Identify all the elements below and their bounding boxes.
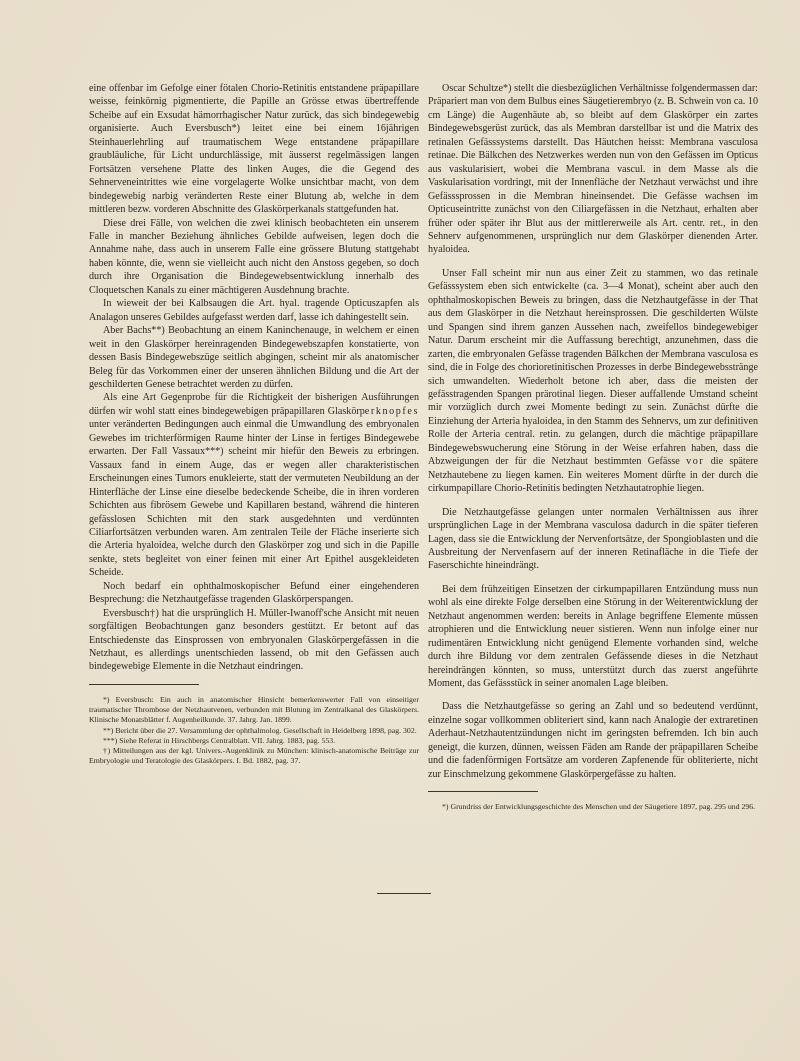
footnotes <box>89 695 419 766</box>
footnote-rule <box>89 684 199 685</box>
paragraph: Noch bedarf ein ophthalmoskopischer Befund einer eingehenderen Besprechung: die Netzhautgefässe tragenden Glaskörperspangen. <box>89 580 419 606</box>
paragraph: Diese drei Fälle, von welchen die zwei klinisch beobachteten ein unserem Falle in mancher Beziehung ähnliches Gebilde aufweisen, legen doch die Annahme nahe, dass auch in unserem Falle eine grössere Blutung stattgehabt haben könnte, die, wenn sie vielleicht auch nicht den Anstoss gegeben, so doch durch ihre Organisation die Bindegewebsentwicklung innerhalb des Cloquetschen Kanals zu einer mächtigeren Ausdehnung brachte. <box>89 217 419 296</box>
text-run: unter veränderten Bedingungen auch einmal die Umwandlung des embryonalen Gewebes im trichterförmigen Raume hinter der Linse in fertiges Bindegewebe erwarten. Der Fall Vassaux***) scheint mir hiefür den Beweis zu erbringen. Vassaux fand in einem Auge, das er wegen aller charakteristischen Erscheinungen eines Tumors enukleierte, statt der vermuteten Neubildung an der Hinterfläche der Linse eine dieselbe bedeckende Scheibe, die in ihren vorderen Schichten aus fibrösem Gewebe und Kapillaren bestand, während die hinteren gefässlosen Schichten mit den stark ausgedehnten und verdünnten Ciliarfortsätzen verbunden waren. Am zentralen Teile der Fläche inserierte sich die Arteria hyaloidea, welche durch den Glaskörper zog und sich in die Papille senkte, stets begleitet von einer feinen mit einer Art Epithel ausgekleideten Scheide. <box>89 419 419 579</box>
right-column <box>428 82 758 812</box>
paragraph: Dass die Netzhautgefässe so gering an Zahl und so bedeutend verdünnt, einzelne sogar vollkommen obliteriert sind, kann nach Analogie der extraretinen Aderhaut-Netzhautentzündungen nicht im geringsten befremden. Ich bin auch geneigt, die kurzen, dünnen, weissen Fäden am Rande der präpapillaren Scheibe und die fadenförmigen Fortsätze am vorderen Zapfenende für obliterierte, nicht zur Einschmelzung gekommene Glaskörpergefässe zu halten. <box>428 701 758 780</box>
paragraph <box>428 267 758 496</box>
left-column <box>89 82 419 766</box>
emphasized-text: erknopfes <box>364 405 419 417</box>
paragraph: Aber Bachs**) Beobachtung an einem Kaninchenauge, in welchem er einen weit in den Glaskörper hereinragenden Bindegewebszapfen konstatierte, von dessen Basis Bindegewebszüge seitlich abgingen, scheint mir als anatomischer Beleg für das Vorkommen einer der unseren ähnlichen Bildung und die Art der geschilderten Genese betrachtet werden zu dürfen. <box>89 325 419 390</box>
footnote: ***) Siehe Referat in Hirschbergs Centralblatt. VII. Jahrg. 1883, pag. 553. <box>103 735 336 745</box>
text-run: Als eine Art Gegenprobe für die Richtigkeit der bisherigen Ausführungen dürfen wir wohl statt eines bindegewebigen präpapillaren Glaskörp <box>89 392 419 417</box>
text-run: Unser Fall scheint mir nun aus einer Zeit zu stammen, wo das retinale Gefässsystem eben sich entwickelte (ca. 3—4 Monat), scheint aber auch den ophthalmoskopischen Beweis zu bringen, dass die Netzhautgefässe in der That aus dem Glaskörper in die Netzhaut hereinsprossen. Die geschilderten Wülste und Spangen sind ihrem ganzen Aussehen nach, zweifellos bindegewebiger Natur. Darum erscheint mir die Auffassung berechtigt, anzunehmen, dass die zarten, die embryonalen Gefässe tragenden Bälkchen der Membrana vasculosa es sind, die in Folge des chorioretinitischen Prozesses in derbe Bindegewebsstränge sich umwandelten. Wiederholt betone ich aber, dass die meisten der gefässtragenden Spangen prärotinal liegen. Dieser auffallende Umstand scheint mir vorzüglich durch zwei Momente bedingt zu sein. Zunächst dürfte die Einziehung der Arteria hyaloidea, in den Stamm des Sehnervs, um zur definitiven Rolle der Arteria central. retin. zu gelangen, durch die mächtige präpapillare Bindegewebswucherung eine Störung in der Weise erfahren haben, dass die Abzweigungen der für die Netzhaut bestimmten Gefässe <box>428 267 758 468</box>
paragraph: Eversbusch†) hat die ursprünglich H. Müller-Iwanoff'sche Ansicht mit neuen sorgfältigen Beobachtungen ganz besonders gestützt. Er betont auf das Entschiedenste das Einsprossen von embryonalen Glaskörpergefässen in die Netzhaut, es allerdings unentschieden lassend, ob mit den Gefässen auch bindegewebige Elemente in die Netzhaut eindringen. <box>89 607 419 673</box>
page-end-rule <box>377 893 431 894</box>
footnote: †) Mitteilungen aus der kgl. Univers.-Augenklinik zu München: klinisch-anatomische Beiträge zur Embryologie und Teratologie des Glaskörpers. I. Bd. 1882, pag. 37. <box>89 745 419 766</box>
paragraph <box>89 391 419 579</box>
paragraph: eine offenbar im Gefolge einer fötalen Chorio-Retinitis entstandene präpapillare weisse, feinkörnig pigmentierte, die Papille an Grösse etwas übertreffende Scheibe auf ein Exsudat hämorrhagischer Natur zurück, das sich bindegewebig organisierte. Auch Eversbusch*) leitet eine bei einem 16jährigen Steinhauerlehrling auf traumatischem Wege entstandene präpapillare graubläuliche, für Licht undurchlässige, mit äusserst regelmässigen langen Fortsätzen versehene Platte des linken Auges, die die Gegend des Sehnerveneintrittes wie eine vorgelagerte Wolke unsichtbar macht, von dem bindegewebig narbig veränderten Reste einer Blutung ab, welche in dem mittleren bezw. vorderen Abschnitte des Glaskörperkanals stattgefunden hat. <box>89 83 419 216</box>
paragraph: Bei dem frühzeitigen Einsetzen der cirkumpapillaren Entzündung muss nun wohl als eine direkte Folge derselben eine Störung in der Weiterentwicklung der Netzhaut angenommen werden: bereits in Anlage begriffene Elemente müssen atrophieren und die Entwicklung neuer sistieren. Wenn nun infolge einer nur rudimentären Entwicklung nicht genügend Elemente vorhanden sind, welche durch ihre Bildung vor dem zentralen Gefässende dieses in die Netzhaut hereindrängen könnten, so muss, unterstützt durch das zuerst angeführte Moment, das Gefässstück in seiner anomalen Lage bleiben. <box>428 583 758 690</box>
emphasized-text: vor <box>686 456 705 468</box>
paragraph: Die Netzhautgefässe gelangen unter normalen Verhältnissen aus ihrer ursprünglichen Lage in der Membrana vasculosa dadurch in die später tieferen Lagen, dass sie die Entwicklung der Nervenfortsätze, der Spongioblasten und die Ausbreitung der Nervenfasern auf der inneren Retinafläche in die Tiefe der Faserschichte hineindrängt. <box>428 506 758 572</box>
footnote: *) Grundriss der Entwicklungsgeschichte des Menschen und der Säugetiere 1897, pag. 295 und 296. <box>442 802 756 812</box>
text-run: die spätere Netzhautebene zu liegen kamen. Ein weiteres Moment dürfte in der durch die cirkumpapillare Chorio-Retinitis bedingten Netzhautatrophie liegen. <box>428 456 758 495</box>
paragraph: In wieweit der bei Kalbsaugen die Art. hyal. tragende Opticuszapfen als Analagon unseres Gebildes aufgefasst werden darf, lasse ich dahingestellt sein. <box>89 298 419 323</box>
paragraph: Oscar Schultze*) stellt die diesbezüglichen Verhältnisse folgendermassen dar: Präpariert man von dem Bulbus eines Säugetierembryo (z. B. Schwein von ca. 10 cm Länge) die Augenhäute ab, so bleibt auf dem Glaskörper ein zartes Bindegewebsgerüst zurück, das als Membran darstellbar ist und die Matrix des retinalen Gefässsystems darstellt. Das Häutchen heisst: Membrana vasculosa retinae. Die Bälkchen des Netzwerkes werden nun von den Gefässen im Opticus aus vaskularisiert, wobei die Membrana vascul. in dem Masse als die Vaskularisation vordringt, mit der Innenfläche der Netzhaut verwächst und ihre Gefässsprossen in die Membran hineinsendet. Die Gefässe wachsen im Opticuseintritte zunächst von den Ciliargefässen in die Netzhaut, erhalten aber früher oder später ihr Blut aus der mittlererweile als Art. centr. ret., in den Sehnerv aufgenommenen, ursprünglich nur dem Glaskörper dienenden Arter. hyaloidea. <box>428 83 758 256</box>
footnote: **) Bericht über die 27. Versammlung der ophthalmolog. Gesellschaft in Heidelberg 1898, pag. 302. <box>103 725 417 735</box>
footnotes <box>428 802 758 812</box>
footnote: *) Eversbusch: Ein auch in anatomischer Hinsicht bemerkenswerter Fall von einseitiger traumatischer Thrombose der Netzhautvenen, verbunden mit Blutung im Zentralkanal des Glaskörpers. Klinische Monatsblätter f. Augenheilkunde. 37. Jahrg. Jan. 1899. <box>89 694 419 725</box>
footnote-rule <box>428 791 538 792</box>
